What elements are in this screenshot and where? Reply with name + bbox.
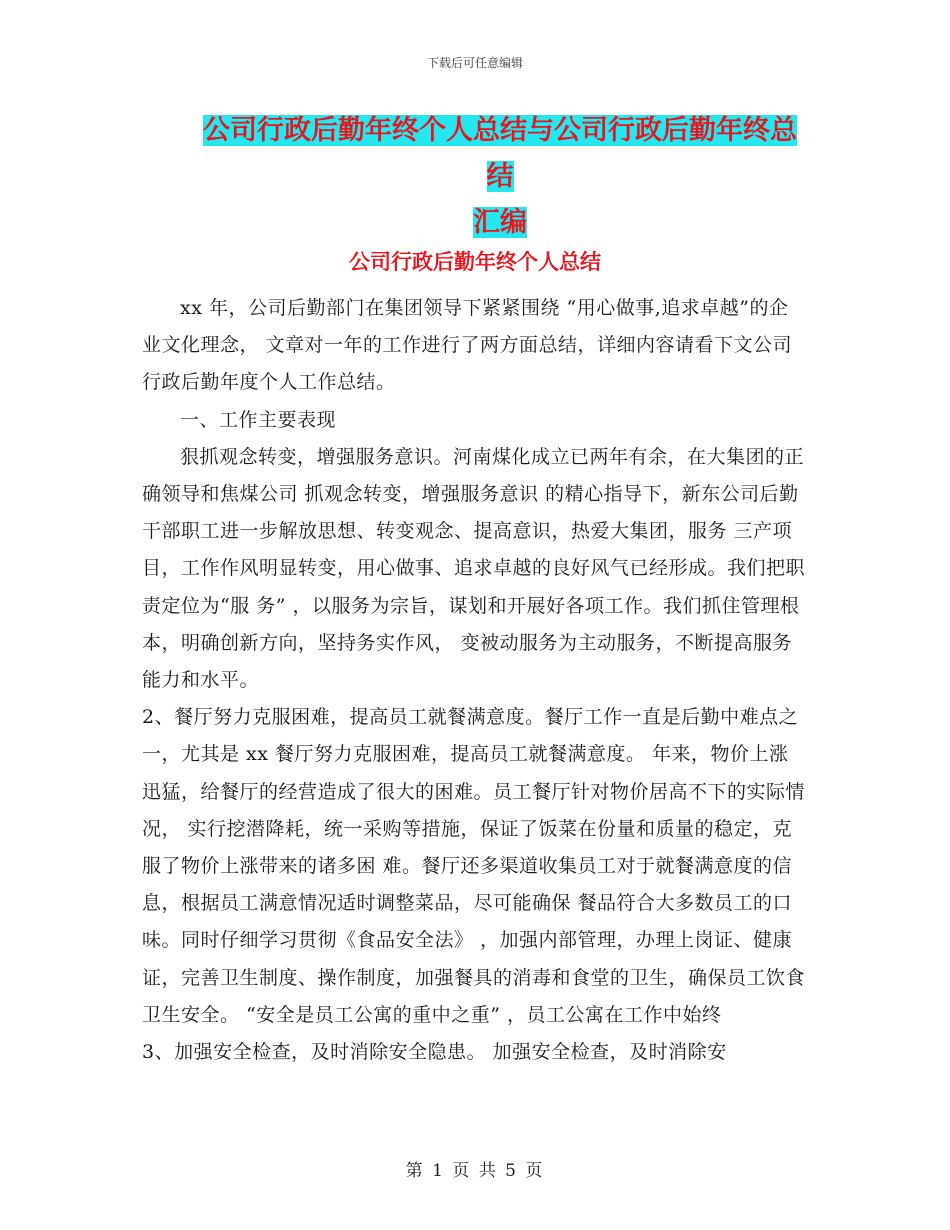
document-title-line-2: 汇编 <box>473 207 527 238</box>
paragraph-canteen: 2、餐厅努力克服困难，提高员工就餐满意度。餐厅工作一直是后勤中难点之一，尤其是 xx 餐厅努力克服困难，提高员工就餐满意度。 年来，物价上涨迅猛，给餐厅的经营造成了很大的困难。员工餐厅针对物价居高不下的实际情况， 实行挖潜降耗，统一采购等措施，保证了饭菜在份量和质量的稳定，克服了物价上涨带来的诸多困 难。餐厅还多渠道收集员工对于就餐满意度的信息，根据员工满意情况适时调整菜品，尽可能确保 餐品符合大多数员工的口味。同时仔细学习贯彻《食品安全法》 ，加强内部管理，办理上岗证、健康 证，完善卫生制度、操作制度，加强餐具的消毒和食堂的卫生，确保员工饮食卫生安全。 “安全是员工公寓的重中之重” ，员工公寓在工作中始终 <box>142 706 806 1026</box>
paragraph-service: 狠抓观念转变，增强服务意识。河南煤化成立已两年有余，在大集团的正确领导和焦煤公司 抓观念转变，增强服务意识 的精心指导下，新东公司后勤干部职工进一步解放思想、转变观念、提高意识，热爱大集团，服务 三产项目，工作作风明显转变，用心做事、追求卓越的良好风气已经形成。我们把职责定位为“服 务” ，以服务为宗旨，谋划和开展好各项工作。我们抓住管理根本，明确创新方向，坚持务实作风， 变被动服务为主动服务，不断提高服务能力和水平。 <box>142 445 806 692</box>
page-footer: 第 1 页 共 5 页 <box>405 1161 545 1181</box>
section-title: 公司行政后勤年终个人总结 <box>349 250 601 274</box>
document-title <box>190 108 810 246</box>
header-note: 下载后可任意编辑 <box>426 56 523 70</box>
body-text <box>142 290 807 1071</box>
paragraph-safety: 3、加强安全检查，及时消除安全隐患。 加强安全检查，及时消除安 <box>142 1041 727 1064</box>
document-title-line-1: 公司行政后勤年终个人总结与公司行政后勤年终总结 <box>203 115 797 192</box>
paragraph-intro: xx 年，公司后勤部门在集团领导下紧紧围绕 “用心做事,追求卓越”的企业文化理念， 文章对一年的工作进行了两方面总结，详细内容请看下文公司行政后勤年度个人工作总结。 <box>142 297 793 394</box>
paragraph-heading-1: 一、工作主要表现 <box>180 408 337 431</box>
